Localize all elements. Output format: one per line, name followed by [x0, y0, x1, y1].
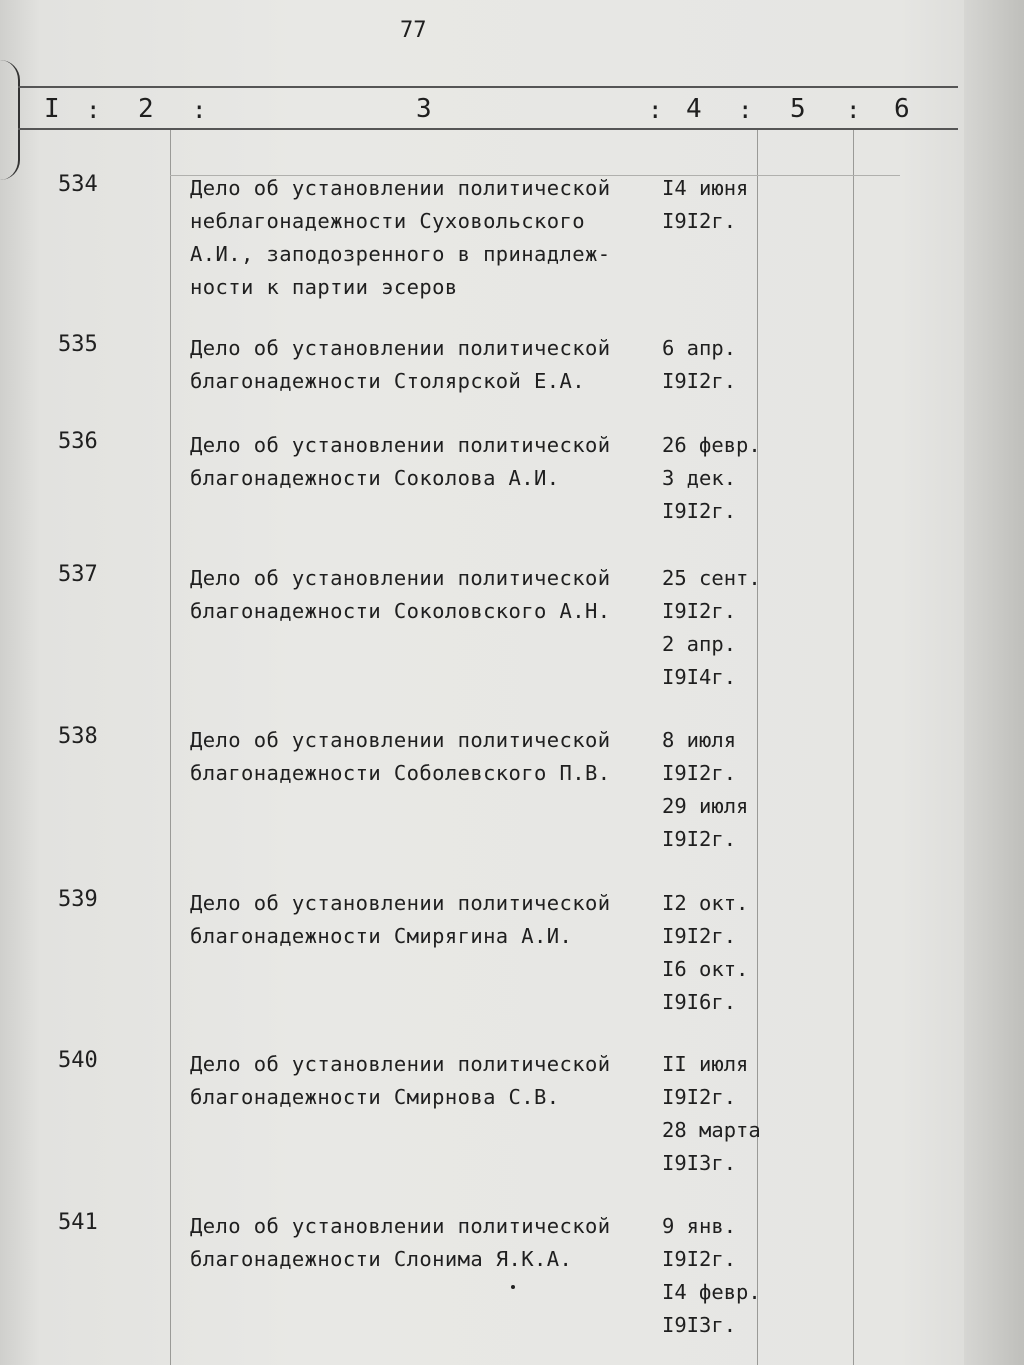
title-line: Дело об установлении политической [190, 566, 611, 590]
record-dates [662, 562, 782, 694]
column-separator: : [648, 96, 663, 124]
record-title [190, 172, 655, 304]
column-separator: : [86, 96, 101, 124]
column-6-header: 6 [894, 94, 910, 124]
date-line: 6 апр. [662, 336, 737, 360]
column-rule [853, 130, 854, 1365]
page-number: 77 [400, 18, 427, 43]
date-line: I9I2г. [662, 369, 737, 393]
column-separator: : [846, 96, 861, 124]
date-line: I9I2г. [662, 827, 737, 851]
date-line: I9I2г. [662, 1247, 737, 1271]
title-line: благонадежности Соколовского А.Н. [190, 599, 611, 623]
record-number: 537 [58, 562, 98, 587]
title-line: благонадежности Смирягина А.И. [190, 924, 573, 948]
record-number: 536 [58, 429, 98, 454]
title-line: ности к партии эсеров [190, 275, 458, 299]
title-line: благонадежности Слонима Я.К.А. [190, 1247, 573, 1271]
title-line: Дело об установлении политической [190, 176, 611, 200]
record-title [190, 887, 655, 953]
title-line: Дело об установлении политической [190, 433, 611, 457]
date-line: 28 марта [662, 1118, 761, 1142]
date-line: I6 окт. [662, 957, 749, 981]
record-title [190, 429, 655, 495]
column-separator: : [738, 96, 753, 124]
record-dates [662, 724, 782, 856]
column-separator: : [192, 96, 207, 124]
record-title [190, 724, 655, 790]
date-line: I2 окт. [662, 891, 749, 915]
column-2-header: 2 [138, 94, 154, 124]
date-line: 8 июля [662, 728, 737, 752]
date-line: I9I2г. [662, 761, 737, 785]
record-number: 541 [58, 1210, 98, 1235]
record-title [190, 332, 655, 398]
record-dates [662, 887, 782, 1019]
record-number: 540 [58, 1048, 98, 1073]
date-line: 9 янв. [662, 1214, 737, 1238]
title-line: Дело об установлении политической [190, 1214, 611, 1238]
record-number: 539 [58, 887, 98, 912]
date-line: 25 сент. [662, 566, 761, 590]
record-dates [662, 1048, 782, 1180]
date-line: II июля [662, 1052, 749, 1076]
column-4-header: 4 [686, 94, 702, 124]
record-number: 534 [58, 172, 98, 197]
date-line: I9I2г. [662, 599, 737, 623]
record-title [190, 1210, 655, 1276]
title-line: Дело об установлении политической [190, 891, 611, 915]
binding-hole [0, 60, 20, 180]
date-line: 3 дек. [662, 466, 737, 490]
column-rule [170, 130, 171, 1365]
header-top-rule [18, 86, 958, 88]
title-line: Дело об установлении политической [190, 728, 611, 752]
date-line: 29 июля [662, 794, 749, 818]
date-line: I4 февр. [662, 1280, 761, 1304]
record-dates [662, 172, 782, 238]
record-dates [662, 1210, 782, 1342]
date-line: I4 июня [662, 176, 749, 200]
title-line: благонадежности Соболевского П.В. [190, 761, 611, 785]
date-line: I9I2г. [662, 1085, 737, 1109]
header-bottom-rule [18, 128, 958, 130]
title-line: благонадежности Смирнова С.В. [190, 1085, 560, 1109]
date-line: I9I3г. [662, 1313, 737, 1337]
title-line: Дело об установлении политической [190, 1052, 611, 1076]
date-line: I9I3г. [662, 1151, 737, 1175]
record-number: 538 [58, 724, 98, 749]
title-line: Дело об установлении политической [190, 336, 611, 360]
title-line: благонадежности Соколова А.И. [190, 466, 560, 490]
record-title [190, 562, 655, 628]
ink-dot [511, 1285, 515, 1289]
record-number: 535 [58, 332, 98, 357]
title-line: А.И., заподозренного в принадлеж- [190, 242, 611, 266]
date-line: 2 апр. [662, 632, 737, 656]
column-5-header: 5 [790, 94, 806, 124]
title-line: благонадежности Столярской Е.А. [190, 369, 586, 393]
column-3-header: 3 [416, 94, 432, 124]
date-line: 26 февр. [662, 433, 761, 457]
binding-shadow [964, 0, 1024, 1365]
date-line: I9I2г. [662, 209, 737, 233]
column-1-header: I [44, 94, 60, 124]
date-line: I9I2г. [662, 924, 737, 948]
date-line: I9I2г. [662, 499, 737, 523]
date-line: I9I4г. [662, 665, 737, 689]
record-dates [662, 332, 782, 398]
date-line: I9I6г. [662, 990, 737, 1014]
record-title [190, 1048, 655, 1114]
title-line: неблагонадежности Суховольского [190, 209, 586, 233]
record-dates [662, 429, 782, 528]
